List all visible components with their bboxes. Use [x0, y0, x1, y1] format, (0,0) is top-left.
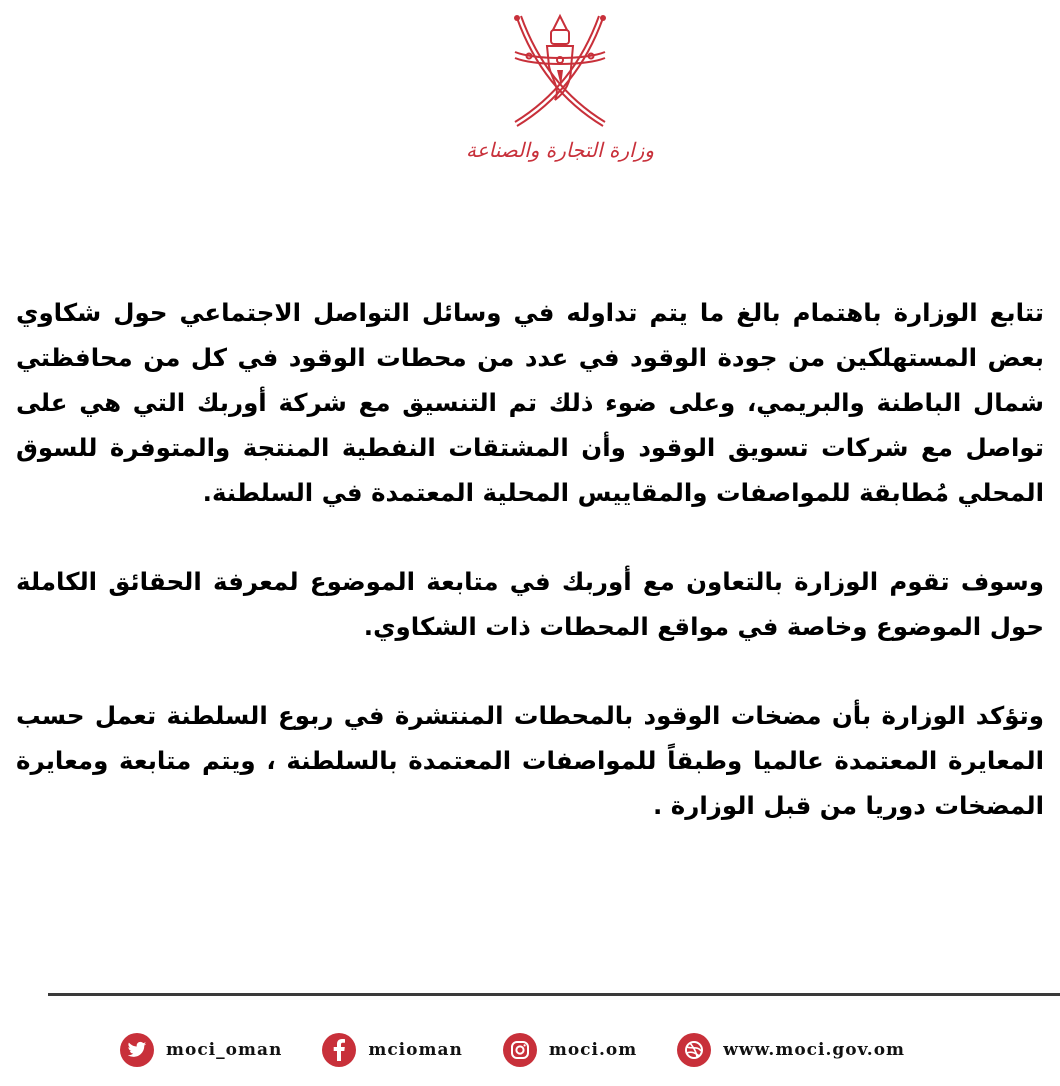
- ministry-name: وزارة التجارة والصناعة: [466, 138, 654, 162]
- social-footer: [120, 1030, 1020, 1070]
- statement-paragraph: وسوف تقوم الوزارة بالتعاون مع أوربك في متابعة الموضوع لمعرفة الحقائق الكاملة حول الموضوع وخاصة في مواقع المحطات ذات الشكاوي.: [16, 567, 1044, 641]
- social-twitter[interactable]: [120, 1033, 282, 1067]
- facebook-handle: mcioman: [368, 1040, 463, 1060]
- social-facebook[interactable]: [322, 1033, 463, 1067]
- social-instagram[interactable]: [503, 1033, 637, 1067]
- website-handle: www.moci.gov.om: [723, 1040, 906, 1060]
- facebook-icon: [322, 1033, 356, 1067]
- twitter-icon: [120, 1033, 154, 1067]
- statement-body: [16, 290, 1044, 872]
- instagram-handle: moci.om: [548, 1040, 638, 1060]
- oman-emblem-icon: [505, 8, 615, 138]
- twitter-handle: moci_oman: [166, 1040, 283, 1060]
- statement-paragraph: وتؤكد الوزارة بأن مضخات الوقود بالمحطات المنتشرة في ربوع السلطنة تعمل حسب المعايرة المعتمدة عالميا وطبقاً للمواصفات المعتمدة بالسلطنة ، ويتم متابعة ومعايرة المضخات دوريا من قبل الوزارة .: [16, 701, 1044, 820]
- social-website[interactable]: [677, 1033, 905, 1067]
- footer-divider: [48, 993, 1060, 996]
- instagram-icon: [503, 1033, 537, 1067]
- website-icon: [677, 1033, 711, 1067]
- ministry-logo: [460, 8, 660, 178]
- statement-paragraph: تتابع الوزارة باهتمام بالغ ما يتم تداوله في وسائل التواصل الاجتماعي حول شكاوي بعض المستهلكين من جودة الوقود في عدد من محطات الوقود في كل من محافظتي شمال الباطنة والبريمي، وعلى ضوء ذلك تم التنسيق مع شركة أوربك التي هي على تواصل مع شركات تسويق الوقود وأن المشتقات النفطية المنتجة والمتوفرة للسوق المحلي مُطابقة للمواصفات والمقاييس المحلية المعتمدة في السلطنة.: [16, 298, 1044, 507]
